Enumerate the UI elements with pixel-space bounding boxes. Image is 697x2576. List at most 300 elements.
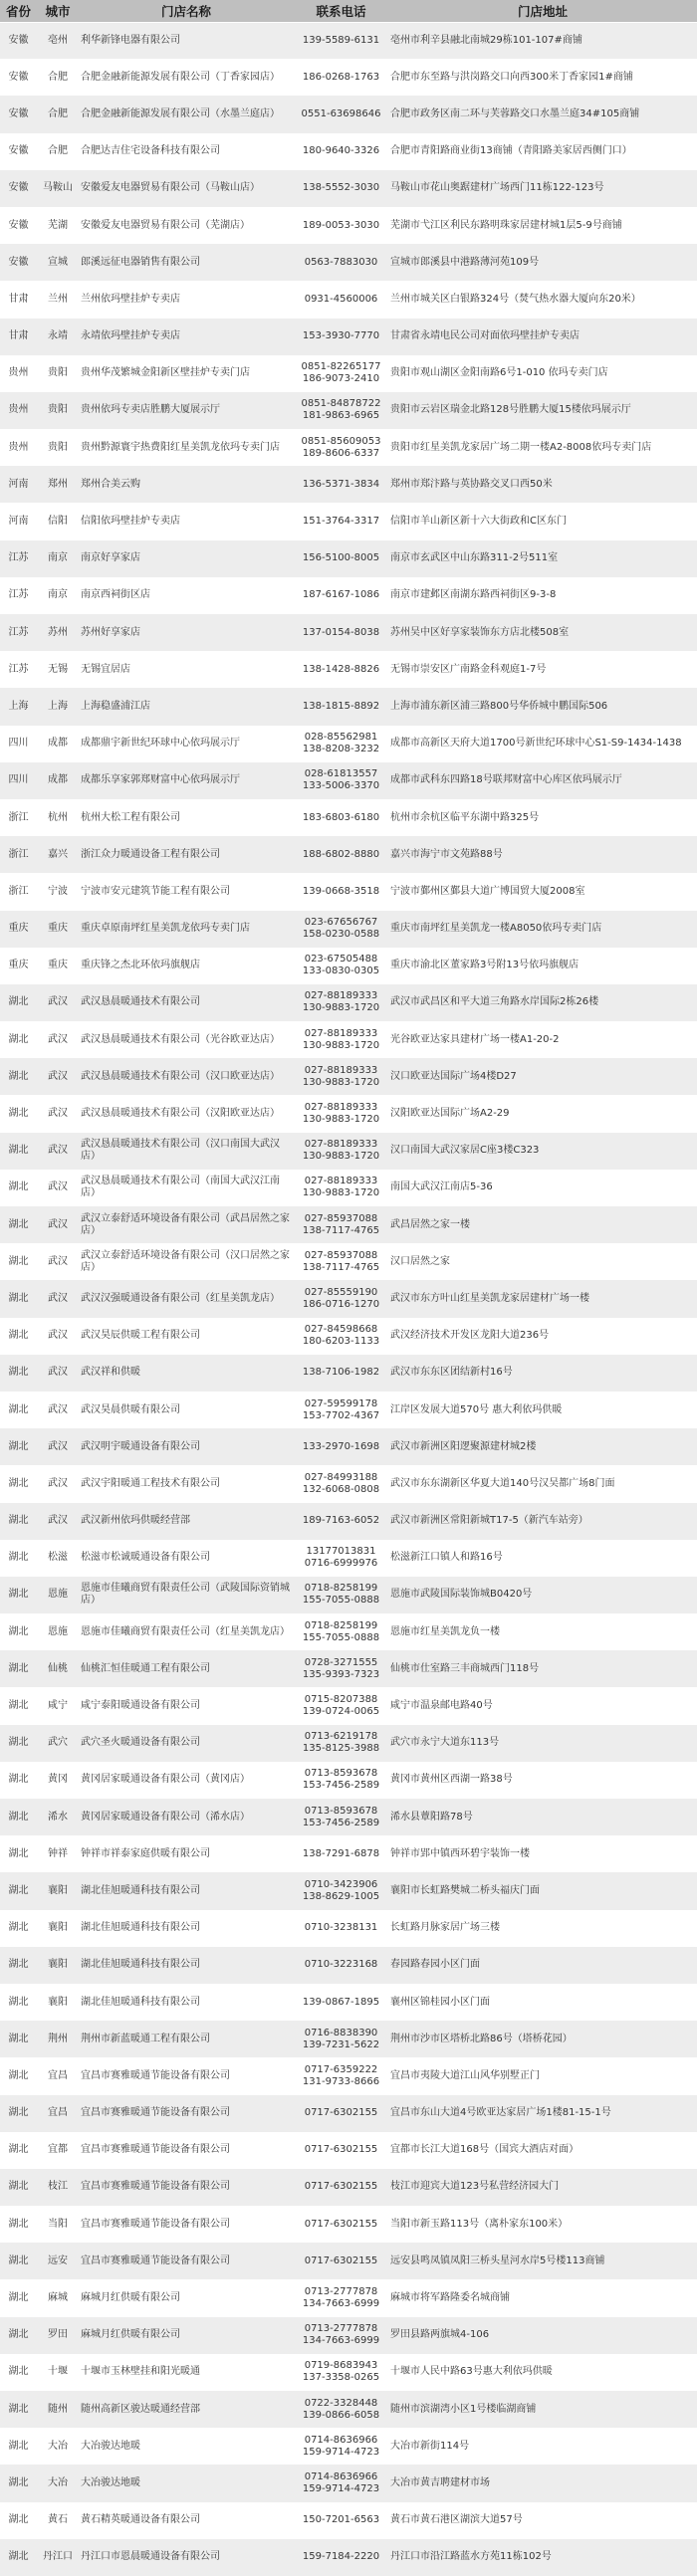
phone-number: 139-7231-5622 — [302, 2039, 380, 2050]
phone-number: 130-9883-1720 — [302, 1151, 380, 1163]
phone-number: 134-7663-6999 — [302, 2335, 380, 2347]
cell-province: 安徽 — [8, 145, 29, 157]
cell-address: 马鞍山市花山奥踞建材广场西门11栋122-123号 — [390, 182, 604, 194]
phone-number: 155-7055-0888 — [302, 1595, 380, 1607]
table-row — [0, 1280, 697, 1317]
phone-number: 130-9883-1720 — [302, 1114, 380, 1126]
cell-province: 湖北 — [8, 1552, 29, 1564]
cell-province: 湖北 — [8, 1292, 29, 1304]
cell-province: 湖北 — [8, 1589, 29, 1601]
table-row — [0, 726, 697, 762]
cell-address: 成都市高新区天府大道1700号新世纪环球中心S1-S9-1434-1438 — [390, 738, 682, 750]
cell-province: 湖北 — [8, 1811, 29, 1823]
cell-province: 湖北 — [8, 1662, 29, 1674]
phone-number: 0551-63698646 — [301, 107, 381, 119]
cell-store: 武汉恳晨暖通技术有限公司（南国大武汉江南店） — [81, 1176, 280, 1199]
cell-phone — [294, 2132, 388, 2169]
phone-number: 027-85559190 — [304, 1286, 378, 1298]
cell-address: 贵阳市云岩区瑞金北路128号胜鹏大厦15楼依玛展示厅 — [390, 404, 631, 416]
table-row — [0, 1355, 697, 1392]
cell-city: 上海 — [48, 700, 68, 712]
cell-address: 重庆市南坪红星美凯龙一楼A8050依玛专卖门店 — [390, 923, 602, 935]
cell-store: 信阳依玛壁挂炉专卖店 — [81, 516, 180, 528]
table-row — [0, 503, 697, 539]
cell-store: 上海稳盛浦江店 — [81, 700, 150, 712]
cell-city: 荆州 — [48, 2033, 68, 2044]
phone-number: 0563-7883030 — [304, 256, 378, 268]
phone-number: 186-9073-2410 — [302, 373, 380, 385]
table-row — [0, 281, 697, 318]
cell-city: 武汉 — [48, 1403, 68, 1415]
phone-number: 0717-6302155 — [304, 2107, 378, 2119]
phone-number: 0710-3423906 — [304, 1878, 378, 1890]
cell-store: 武穴圣火暖通设备有限公司 — [81, 1737, 200, 1749]
cell-store: 贵州依玛专卖店胜鹏大厦展示厅 — [81, 404, 220, 416]
cell-address: 合肥市东至路与洪岗路交口向西300米丁香家园1#商铺 — [390, 71, 633, 83]
cell-store: 重庆卓原南坪红星美凯龙依玛专卖门店 — [81, 923, 250, 935]
cell-address: 大冶市新街114号 — [390, 2440, 470, 2452]
cell-store: 宜昌市赛雅暖通节能设备有限公司 — [81, 2181, 230, 2193]
cell-province: 贵州 — [8, 367, 29, 379]
cell-address: 恩施市武陵国际装饰城B0420号 — [390, 1589, 533, 1601]
phone-number: 0717-6302155 — [304, 2181, 378, 2193]
table-row — [0, 2243, 697, 2279]
cell-address: 宁波市鄞州区鄞县大道广博国贸大厦2008室 — [390, 885, 585, 897]
table-row — [0, 948, 697, 984]
cell-province: 安徽 — [8, 182, 29, 194]
table-row — [0, 466, 697, 503]
cell-phone — [294, 1540, 388, 1577]
cell-store: 安徽爱友电器贸易有限公司（芜湖店） — [81, 219, 250, 231]
cell-city: 宜昌 — [48, 2107, 68, 2119]
table-row — [0, 1872, 697, 1909]
cell-address: 南京市玄武区中山东路311-2号511室 — [390, 552, 559, 564]
cell-address: 十堰市人民中路63号惠大利依玛供暖 — [390, 2366, 553, 2378]
phone-number: 0714-8636966 — [304, 2434, 378, 2446]
cell-phone — [294, 1762, 388, 1799]
cell-province: 江苏 — [8, 663, 29, 675]
cell-address: 南国大武汉江南店5-36 — [390, 1181, 493, 1193]
cell-city: 苏州 — [48, 626, 68, 638]
table-row — [0, 2502, 697, 2539]
cell-store: 贵州黔源寰宇热费阳红星美凯龙依玛专卖门店 — [81, 441, 280, 453]
cell-store: 宁波市安元建筑节能工程有限公司 — [81, 885, 230, 897]
phone-number: 138-5552-3030 — [302, 182, 380, 194]
cell-phone — [294, 911, 388, 948]
cell-city: 远安 — [48, 2254, 68, 2266]
cell-province: 安徽 — [8, 219, 29, 231]
cell-province: 重庆 — [8, 923, 29, 935]
cell-address: 恩施市红星美凯龙负一楼 — [390, 1625, 500, 1637]
cell-city: 杭州 — [48, 811, 68, 823]
cell-province: 安徽 — [8, 34, 29, 46]
cell-phone — [294, 133, 388, 170]
table-row — [0, 1762, 697, 1799]
phone-number: 136-5371-3834 — [302, 478, 380, 490]
cell-city: 麻城 — [48, 2292, 68, 2304]
header-address: 门店地址 — [388, 0, 697, 22]
cell-address: 宣城市郎溪县中港路薄河苑109号 — [390, 256, 540, 268]
cell-store: 仙桃汇恒佳暖通工程有限公司 — [81, 1662, 210, 1674]
phone-number: 138-7117-4765 — [302, 1261, 380, 1273]
cell-store: 武汉恳晨暖通技术有限公司（汉口欧亚达店） — [81, 1070, 280, 1082]
cell-address: 宜昌市夷陵大道江山风华别墅正门 — [390, 2069, 540, 2081]
cell-address: 南京市建邺区南湖东路西祠街区9-3-8 — [390, 589, 557, 601]
cell-city: 武汉 — [48, 1145, 68, 1157]
cell-province: 甘肃 — [8, 293, 29, 305]
cell-city: 武汉 — [48, 1330, 68, 1342]
cell-city: 武汉 — [48, 1292, 68, 1304]
table-row — [0, 1058, 697, 1095]
phone-number: 180-6203-1133 — [302, 1336, 380, 1348]
phone-number: 153-3930-7770 — [302, 330, 380, 342]
cell-city: 松滋 — [48, 1552, 68, 1564]
phone-number: 134-7663-6999 — [302, 2298, 380, 2310]
cell-city: 无锡 — [48, 663, 68, 675]
cell-city: 南京 — [48, 552, 68, 564]
cell-phone — [294, 1687, 388, 1724]
table-row — [0, 2391, 697, 2428]
cell-city: 大冶 — [48, 2476, 68, 2488]
header-store: 门店名称 — [79, 0, 294, 22]
phone-number: 139-5589-6131 — [302, 34, 380, 46]
phone-number: 0717-6302155 — [304, 2218, 378, 2230]
phone-number: 0713-2777878 — [304, 2323, 378, 2335]
phone-number: 027-84993188 — [304, 1471, 378, 1483]
cell-city: 马鞍山 — [43, 182, 73, 194]
cell-store: 苏州好享家店 — [81, 626, 140, 638]
cell-phone — [294, 577, 388, 614]
cell-address: 丹江口市沿江路蓝水方苑11栋102号 — [390, 2551, 552, 2563]
cell-city: 武汉 — [48, 1181, 68, 1193]
phone-number: 027-88189333 — [304, 1139, 378, 1151]
cell-store: 重庆锋之杰北环依玛旗舰店 — [81, 960, 200, 971]
cell-address: 宜都市长江大道168号（国宾大酒店对面） — [390, 2144, 580, 2156]
phone-number: 153-7456-2589 — [302, 1780, 380, 1792]
cell-store: 合肥金融新能源发展有限公司（水墨兰庭店） — [81, 107, 280, 119]
table-body — [0, 22, 697, 2576]
cell-city: 芜湖 — [48, 219, 68, 231]
header-phone: 联系电话 — [294, 0, 388, 22]
phone-number: 0931-4560006 — [304, 293, 378, 305]
cell-province: 湖北 — [8, 1070, 29, 1082]
cell-city: 兰州 — [48, 293, 68, 305]
phone-number: 138-7106-1982 — [302, 1367, 380, 1379]
phone-number: 133-5006-3370 — [302, 780, 380, 792]
phone-number: 189-0053-3030 — [302, 219, 380, 231]
cell-province: 安徽 — [8, 71, 29, 83]
cell-store: 南京西祠街区店 — [81, 589, 150, 601]
phone-number: 133-0830-0305 — [302, 966, 380, 977]
cell-phone — [294, 1058, 388, 1095]
cell-city: 信阳 — [48, 516, 68, 528]
cell-phone — [294, 1243, 388, 1280]
cell-phone — [294, 540, 388, 577]
table-row — [0, 1540, 697, 1577]
cell-store: 大冶骏达地暖 — [81, 2476, 140, 2488]
cell-store: 杭州大松工程有限公司 — [81, 811, 180, 823]
cell-province: 湖北 — [8, 2144, 29, 2156]
cell-address: 襄阳市长虹路樊城二桥头福庆门面 — [390, 1884, 540, 1896]
cell-city: 黄石 — [48, 2514, 68, 2526]
cell-phone — [294, 1984, 388, 2021]
cell-phone — [294, 2169, 388, 2206]
phone-number: 0717-6302155 — [304, 2144, 378, 2156]
cell-address: 汉阳欧亚达国际广场A2-29 — [390, 1108, 510, 1120]
cell-city: 仙桃 — [48, 1662, 68, 1674]
table-row — [0, 1799, 697, 1835]
cell-province: 湖北 — [8, 1774, 29, 1786]
cell-province: 湖北 — [8, 2069, 29, 2081]
cell-city: 贵阳 — [48, 367, 68, 379]
phone-number: 183-6803-6180 — [302, 811, 380, 823]
cell-store: 恩施市佳曦商贸有限责任公司（红星美凯龙店） — [81, 1625, 290, 1637]
cell-address: 武汉市武昌区和平大道三角路水岸国际2栋26楼 — [390, 996, 599, 1008]
phone-number: 028-85562981 — [304, 732, 378, 744]
cell-store: 贵州华茂繁城金阳新区壁挂炉专卖门店 — [81, 367, 250, 379]
phone-number: 0713-8593678 — [304, 1805, 378, 1817]
cell-province: 四川 — [8, 738, 29, 750]
cell-city: 襄阳 — [48, 1922, 68, 1934]
phone-number: 139-0668-3518 — [302, 885, 380, 897]
cell-province: 湖北 — [8, 2107, 29, 2119]
cell-phone — [294, 2354, 388, 2391]
cell-province: 重庆 — [8, 960, 29, 971]
cell-city: 襄阳 — [48, 1996, 68, 2008]
cell-phone — [294, 2057, 388, 2094]
cell-province: 湖北 — [8, 996, 29, 1008]
table-row — [0, 2095, 697, 2132]
cell-phone — [294, 244, 388, 281]
cell-phone — [294, 948, 388, 984]
table-row — [0, 2465, 697, 2501]
cell-province: 湖北 — [8, 2514, 29, 2526]
cell-store: 黄石精英暖通设备有限公司 — [81, 2514, 200, 2526]
table-row — [0, 1170, 697, 1206]
cell-province: 江苏 — [8, 626, 29, 638]
cell-city: 郑州 — [48, 478, 68, 490]
cell-city: 武汉 — [48, 1477, 68, 1489]
cell-store: 宜昌市赛雅暖通节能设备有限公司 — [81, 2218, 230, 2230]
cell-address: 襄州区锦桂园小区门面 — [390, 1996, 490, 2008]
table-row — [0, 836, 697, 873]
phone-number: 0722-3328448 — [304, 2397, 378, 2409]
cell-city: 黄冈 — [48, 1774, 68, 1786]
cell-address: 贵阳市红星美凯龙家居广场二期一楼A2-8008依玛专卖门店 — [390, 441, 652, 453]
cell-province: 湖北 — [8, 1477, 29, 1489]
cell-province: 湖北 — [8, 1255, 29, 1267]
cell-city: 成都 — [48, 738, 68, 750]
cell-address: 仙桃市仕室路三丰商城西门118号 — [390, 1662, 540, 1674]
phone-number: 0714-8636966 — [304, 2470, 378, 2482]
phone-number: 027-88189333 — [304, 990, 378, 1002]
cell-province: 河南 — [8, 478, 29, 490]
table-row — [0, 1465, 697, 1502]
phone-number: 0710-3238131 — [304, 1922, 378, 1934]
cell-store: 武汉祥和供暖 — [81, 1367, 140, 1379]
cell-store: 利华新锋电器有限公司 — [81, 34, 180, 46]
table-row — [0, 2539, 697, 2576]
header-province: 省份 — [0, 0, 37, 22]
cell-phone — [294, 1428, 388, 1465]
phone-number: 027-85937088 — [304, 1249, 378, 1261]
cell-store: 武汉昊晨供暖有限公司 — [81, 1403, 180, 1415]
table-row — [0, 2132, 697, 2169]
table-row — [0, 2169, 697, 2206]
cell-phone — [294, 1725, 388, 1762]
cell-province: 湖北 — [8, 1403, 29, 1415]
cell-store: 宜昌市赛雅暖通节能设备有限公司 — [81, 2107, 230, 2119]
cell-phone — [294, 2095, 388, 2132]
table-row — [0, 1206, 697, 1243]
phone-number: 139-0724-0065 — [302, 1706, 380, 1718]
cell-city: 罗田 — [48, 2329, 68, 2341]
table-row — [0, 1984, 697, 2021]
cell-city: 永靖 — [48, 330, 68, 342]
cell-address: 杭州市余杭区临平东湖中路325号 — [390, 811, 540, 823]
table-row — [0, 762, 697, 799]
cell-province: 湖北 — [8, 2403, 29, 2415]
cell-phone — [294, 688, 388, 725]
table-row — [0, 1835, 697, 1872]
cell-store: 成都鼎宇新世纪环球中心依玛展示厅 — [81, 738, 240, 750]
cell-province: 湖北 — [8, 1625, 29, 1637]
phone-number: 023-67656767 — [304, 917, 378, 929]
cell-address: 郑州市郑汴路与英协路交叉口西50米 — [390, 478, 553, 490]
cell-province: 甘肃 — [8, 330, 29, 342]
table-row — [0, 614, 697, 651]
table-row — [0, 1021, 697, 1058]
cell-store: 合肥达吉住宅设备科技有限公司 — [81, 145, 220, 157]
cell-phone — [294, 726, 388, 762]
phone-number: 139-0867-1895 — [302, 1996, 380, 2008]
phone-number: 027-85937088 — [304, 1212, 378, 1224]
cell-city: 贵阳 — [48, 441, 68, 453]
cell-address: 荆州市沙市区塔桥北路86号（塔桥花园） — [390, 2033, 573, 2044]
cell-store: 钟祥市祥泰家庭供暖有限公司 — [81, 1847, 210, 1859]
cell-store: 武汉新州依玛供暖经营部 — [81, 1515, 190, 1527]
table-row — [0, 2021, 697, 2057]
table-row — [0, 1577, 697, 1613]
cell-address: 当阳市新玉路113号（离朴家东100米） — [390, 2218, 569, 2230]
phone-number: 027-88189333 — [304, 1027, 378, 1039]
cell-phone — [294, 2243, 388, 2279]
cell-store: 成都乐享家郭郑财富中心依玛展示厅 — [81, 774, 240, 786]
cell-address: 咸宁市温泉邮电路40号 — [390, 1700, 493, 1712]
cell-province: 湖北 — [8, 1033, 29, 1045]
table-row — [0, 355, 697, 392]
phone-number: 158-0230-0588 — [302, 929, 380, 941]
phone-number: 153-7702-4367 — [302, 1409, 380, 1421]
cell-city: 武汉 — [48, 1108, 68, 1120]
table-row — [0, 429, 697, 466]
cell-city: 恩施 — [48, 1625, 68, 1637]
phone-number: 189-8606-6337 — [302, 447, 380, 459]
cell-phone — [294, 2317, 388, 2354]
phone-number: 0713-6219178 — [304, 1731, 378, 1743]
cell-phone — [294, 2021, 388, 2057]
phone-number: 0710-3223168 — [304, 1959, 378, 1971]
cell-phone — [294, 2391, 388, 2428]
cell-phone — [294, 1799, 388, 1835]
cell-province: 湖北 — [8, 2218, 29, 2230]
table-row — [0, 1503, 697, 1540]
phone-number: 0713-2777878 — [304, 2286, 378, 2298]
cell-store: 武汉明宇暖通设备有限公司 — [81, 1440, 200, 1452]
phone-number: 027-88189333 — [304, 1102, 378, 1114]
table-row — [0, 577, 697, 614]
cell-store: 十堰市玉林壁挂和阳光暖通 — [81, 2366, 200, 2378]
cell-phone — [294, 1206, 388, 1243]
cell-phone — [294, 429, 388, 466]
phone-number: 0717-6359222 — [304, 2063, 378, 2075]
table-row — [0, 873, 697, 910]
table-row — [0, 207, 697, 244]
cell-city: 浠水 — [48, 1811, 68, 1823]
cell-address: 远安县鸣凤镇凤阳三桥头星河水岸5号楼113商铺 — [390, 2254, 605, 2266]
cell-province: 四川 — [8, 774, 29, 786]
phone-number: 0717-6302155 — [304, 2254, 378, 2266]
cell-province: 湖北 — [8, 1440, 29, 1452]
cell-province: 湖北 — [8, 2476, 29, 2488]
cell-province: 湖北 — [8, 2181, 29, 2193]
cell-province: 浙江 — [8, 848, 29, 860]
table-row — [0, 1318, 697, 1355]
cell-province: 湖北 — [8, 1737, 29, 1749]
cell-phone — [294, 207, 388, 244]
cell-phone — [294, 836, 388, 873]
cell-store: 安徽爱友电器贸易有限公司（马鞍山店） — [81, 182, 260, 194]
cell-address: 武汉市东东湖新区华夏大道140号汉吴都广场8门面 — [390, 1477, 615, 1489]
table-row — [0, 2428, 697, 2465]
cell-phone — [294, 1947, 388, 1984]
cell-city: 武汉 — [48, 1218, 68, 1230]
phone-number: 155-7055-0888 — [302, 1631, 380, 1643]
cell-address: 无锡市崇安区广南路金科观庭1-7号 — [390, 663, 547, 675]
phone-number: 137-3358-0265 — [302, 2372, 380, 2384]
cell-address: 武汉市东东区团结新村16号 — [390, 1367, 513, 1379]
cell-province: 湖北 — [8, 1145, 29, 1157]
cell-store: 武汉恳晨暖通技术有限公司（光谷欧亚达店） — [81, 1033, 280, 1045]
cell-phone — [294, 1392, 388, 1428]
cell-address: 黄石市黄石港区湖滨大道57号 — [390, 2514, 523, 2526]
phone-number: 0851-85609053 — [301, 435, 381, 447]
cell-address: 亳州市利辛县融北南城29栋101-107#商铺 — [390, 34, 582, 46]
cell-address: 成都市武科东四路18号联邦财富中心库区依玛展示厅 — [390, 774, 622, 786]
cell-phone — [294, 1465, 388, 1502]
cell-phone — [294, 1503, 388, 1540]
cell-city: 重庆 — [48, 960, 68, 971]
table-row — [0, 1613, 697, 1650]
cell-city: 随州 — [48, 2403, 68, 2415]
cell-store: 丹江口市恩晨暖通设备有限公司 — [81, 2551, 220, 2563]
cell-address: 上海市浦东新区浦三路800号华侨城中鹏国际506 — [390, 700, 608, 712]
cell-city: 襄阳 — [48, 1959, 68, 1971]
cell-store: 恩施市佳曦商贸有限责任公司（武陵国际资销城店） — [81, 1583, 290, 1607]
cell-address: 汉口欧亚达国际广场4楼D27 — [390, 1070, 517, 1082]
cell-store: 随州高新区骏达暖通经营部 — [81, 2403, 200, 2415]
cell-address: 随州市滨湖湾小区1号楼临湖商铺 — [390, 2403, 537, 2415]
cell-address: 武汉经济技术开发区龙阳大道236号 — [390, 1330, 550, 1342]
cell-province: 湖北 — [8, 1884, 29, 1896]
cell-store: 武汉宇阳暖通工程技术有限公司 — [81, 1477, 220, 1489]
cell-province: 湖北 — [8, 1218, 29, 1230]
cell-phone — [294, 1910, 388, 1947]
phone-number: 0728-3271555 — [304, 1656, 378, 1668]
cell-phone — [294, 799, 388, 836]
table-row — [0, 59, 697, 96]
table-row — [0, 911, 697, 948]
